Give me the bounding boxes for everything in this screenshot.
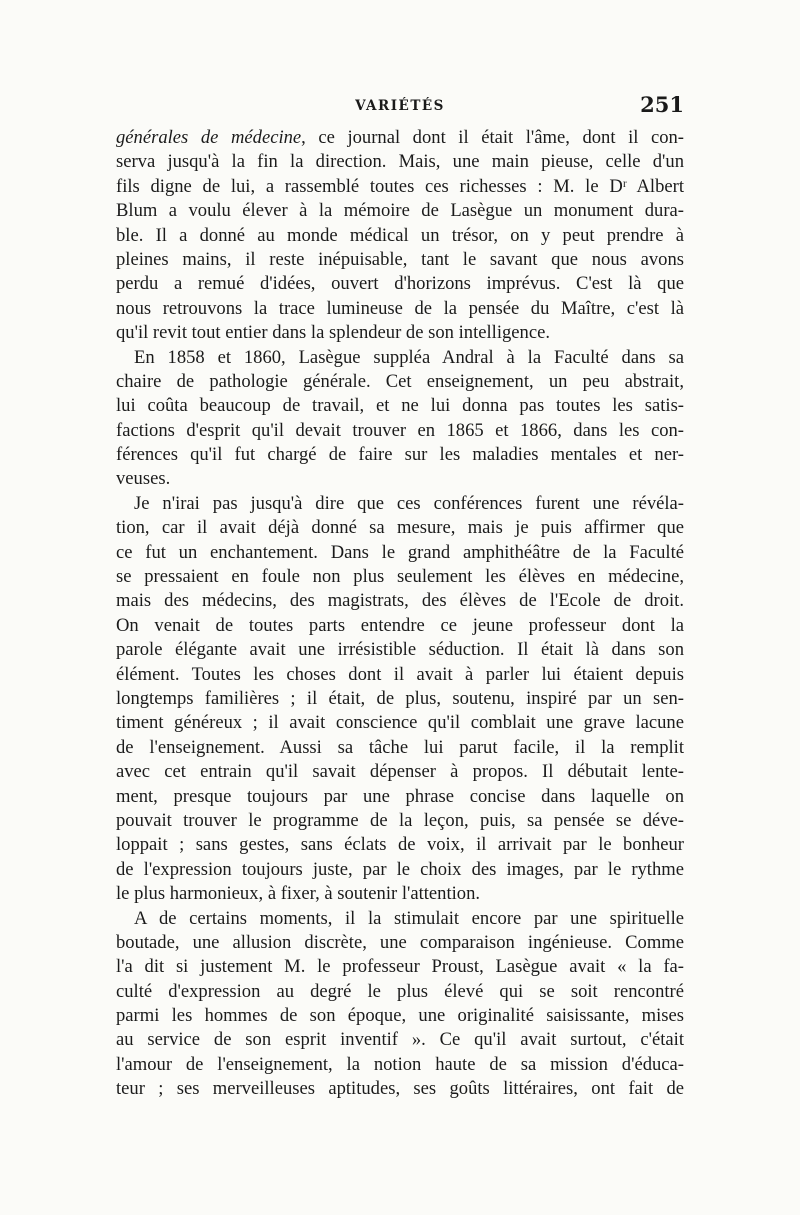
text-line: tion, car il avait déjà donné sa mesure, mais je puis affirmer que: [116, 517, 684, 539]
text-line: se pressaient en foule non plus seulement les élèves en médecine,: [116, 566, 684, 588]
text-line: élément. Toutes les choses dont il avait à parler lui étaient depuis: [116, 663, 684, 685]
text-line: perdu a remué d'idées, ouvert d'horizons imprévus. C'est là que: [116, 273, 684, 295]
italic-title: générales de médecine: [116, 127, 302, 148]
text-line: ble. Il a donné au monde médical un trésor, on y peut prendre à: [116, 224, 684, 246]
text-line: loppait ; sans gestes, sans éclats de voix, il arrivait par le bonheur: [116, 834, 684, 856]
running-title: VARIÉTÉS: [355, 98, 445, 114]
text-line: parmi les hommes de son époque, une originalité saisissante, mises: [116, 1005, 684, 1027]
text-line: boutade, une allusion discrète, une comparaison ingénieuse. Comme: [116, 931, 684, 953]
text-line: culté d'expression au degré le plus élevé qui se soit rencontré: [116, 980, 684, 1002]
text-line: chaire de pathologie générale. Cet enseignement, un peu abstrait,: [116, 370, 684, 392]
text-line: serva jusqu'à la fin la direction. Mais, une main pieuse, celle d'un: [116, 151, 684, 173]
text-line: avec cet entrain qu'il savait dépenser à propos. Il débutait lente-: [116, 761, 684, 783]
text-line: l'a dit si justement M. le professeur Proust, Lasègue avait « la fa-: [116, 956, 684, 978]
text-line: lui coûta beaucoup de travail, et ne lui donna pas toutes les satis-: [116, 395, 684, 417]
text-line: teur ; ses merveilleuses aptitudes, ses goûts littéraires, ont fait de: [116, 1078, 684, 1100]
text-line: Blum a voulu élever à la mémoire de Lasègue un monument dura-: [116, 200, 684, 222]
text-line: qu'il revit tout entier dans la splendeur de son intelligence.: [116, 322, 550, 344]
body-text: [116, 126, 684, 1102]
text-line: générales de médecine, ce journal dont il était l'âme, dont il con-: [116, 127, 684, 148]
text-line: Je n'irai pas jusqu'à dire que ces conférences furent une révéla-: [134, 492, 684, 514]
text-line: au service de son esprit inventif ». Ce qu'il avait surtout, c'était: [116, 1029, 684, 1051]
text-line: de l'enseignement. Aussi sa tâche lui parut facile, il la remplit: [116, 736, 684, 758]
text-line: A de certains moments, il la stimulait encore par une spirituelle: [134, 907, 684, 929]
text-line: pleines mains, il reste inépuisable, tant le savant que nous avons: [116, 248, 684, 270]
text-line: timent généreux ; il avait conscience qu'il comblait une grave lacune: [116, 712, 684, 734]
text-line: On venait de toutes parts entendre ce jeune professeur dont la: [116, 614, 684, 636]
text-line: ment, presque toujours par une phrase concise dans laquelle on: [116, 785, 684, 807]
text-line: férences qu'il fut chargé de faire sur les maladies mentales et ner-: [116, 444, 684, 466]
text-line: parole élégante avait une irrésistible séduction. Il était là dans son: [116, 639, 684, 661]
text-line: veuses.: [116, 468, 171, 490]
text-line: pouvait trouver le programme de la leçon, puis, sa pensée se déve-: [116, 809, 684, 831]
text-line: nous retrouvons la trace lumineuse de la pensée du Maître, c'est là: [116, 297, 684, 319]
text-line: fils digne de lui, a rassemblé toutes ces richesses : M. le Dʳ Albert: [116, 175, 684, 197]
text-line: le plus harmonieux, à fixer, à soutenir l'attention.: [116, 883, 481, 905]
text-line: de l'expression toujours juste, par le choix des images, par le rythme: [116, 858, 684, 880]
text-line: factions d'esprit qu'il devait trouver en 1865 et 1866, dans les con-: [116, 419, 684, 441]
page-number: 251: [640, 92, 684, 117]
text-line: En 1858 et 1860, Lasègue suppléa Andral à la Faculté dans sa: [134, 346, 684, 368]
text-line: ce fut un enchantement. Dans le grand amphithéâtre de la Faculté: [116, 541, 684, 563]
page-header: [116, 92, 684, 120]
text-line: longtemps familières ; il était, de plus, soutenu, inspiré par un sen-: [116, 687, 684, 709]
text-line: l'amour de l'enseignement, la notion haute de sa mission d'éduca-: [116, 1053, 684, 1075]
text-line: mais des médecins, des magistrats, des élèves de l'Ecole de droit.: [116, 590, 684, 612]
